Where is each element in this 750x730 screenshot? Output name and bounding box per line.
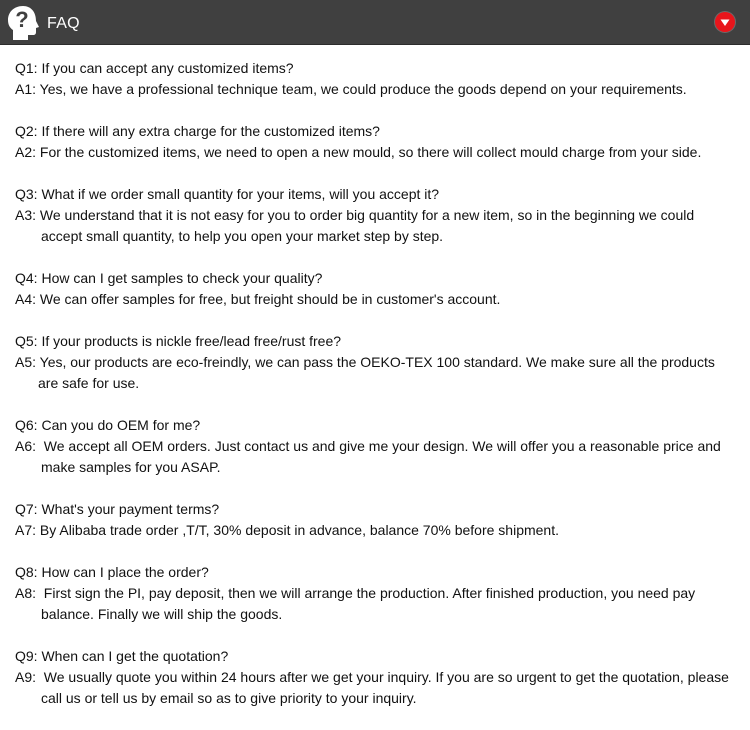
collapse-toggle-button[interactable] [715, 12, 735, 32]
faq-question: Q3: What if we order small quantity for your items, will you accept it? [15, 186, 440, 202]
answer-label: A3: [15, 207, 40, 223]
faq-item [15, 499, 735, 541]
faq-answer [15, 436, 735, 478]
faq-answer [15, 289, 735, 310]
svg-text:?: ? [15, 7, 29, 32]
faq-item [15, 268, 735, 310]
faq-item [15, 646, 735, 709]
faq-answer [15, 520, 735, 541]
faq-question: Q4: How can I get samples to check your quality? [15, 270, 323, 286]
faq-question: Q5: If your products is nickle free/lead free/rust free? [15, 333, 342, 349]
faq-answer [15, 667, 735, 709]
answer-label: A2: [15, 144, 40, 160]
answer-label: A8: [15, 585, 44, 601]
answer-label: A6: [15, 438, 44, 454]
answer-label: A4: [15, 291, 40, 307]
faq-item [15, 121, 735, 163]
faq-answer [15, 205, 735, 247]
faq-question: Q1: If you can accept any customized items? [15, 60, 294, 76]
answer-text: We usually quote you within 24 hours after we get your inquiry. If you are so urgent to get the quotation, please call us or tell us by email so as to give priority to your inquiry. [41, 669, 729, 706]
faq-list [15, 58, 735, 730]
faq-item [15, 184, 735, 247]
answer-label: A5: [15, 354, 40, 370]
faq-item [15, 58, 735, 100]
answer-label: A7: [15, 522, 40, 538]
faq-answer [15, 142, 735, 163]
faq-answer [15, 79, 735, 100]
faq-question: Q8: How can I place the order? [15, 564, 209, 580]
faq-answer [15, 352, 735, 394]
faq-answer [15, 583, 735, 625]
chevron-down-icon [715, 12, 735, 32]
answer-label: A1: [15, 81, 40, 97]
faq-question: Q7: What's your payment terms? [15, 501, 220, 517]
faq-item [15, 331, 735, 394]
faq-item [15, 562, 735, 625]
answer-text: Yes, our products are eco-freindly, we can pass the OEKO-TEX 100 standard. We make sure all the products are safe for use. [38, 354, 715, 391]
answer-text: For the customized items, we need to open a new mould, so there will collect mould charge from your side. [39, 144, 702, 160]
answer-label: A9: [15, 669, 44, 685]
answer-text: First sign the PI, pay deposit, then we will arrange the production. After finished production, you need pay balance. Finally we will ship the goods. [41, 585, 696, 622]
answer-text: Yes, we have a professional technique team, we could produce the goods depend on your requirements. [39, 81, 687, 97]
faq-title: FAQ [47, 15, 80, 32]
answer-text: We accept all OEM orders. Just contact us and give me your design. We will offer you a reasonable price and make samples for you ASAP. [41, 438, 721, 475]
faq-item [15, 415, 735, 478]
question-head-icon [6, 5, 40, 41]
faq-question: Q9: When can I get the quotation? [15, 648, 229, 664]
answer-text: By Alibaba trade order ,T/T, 30% deposit in advance, balance 70% before shipment. [39, 522, 559, 538]
faq-header [0, 0, 750, 45]
answer-text: We understand that it is not easy for you to order big quantity for a new item, so in the beginning we could accept small quantity, to help you open your market step by step. [39, 207, 695, 244]
faq-question: Q6: Can you do OEM for me? [15, 417, 201, 433]
answer-text: We can offer samples for free, but freight should be in customer's account. [39, 291, 501, 307]
faq-question: Q2: If there will any extra charge for the customized items? [15, 123, 380, 139]
